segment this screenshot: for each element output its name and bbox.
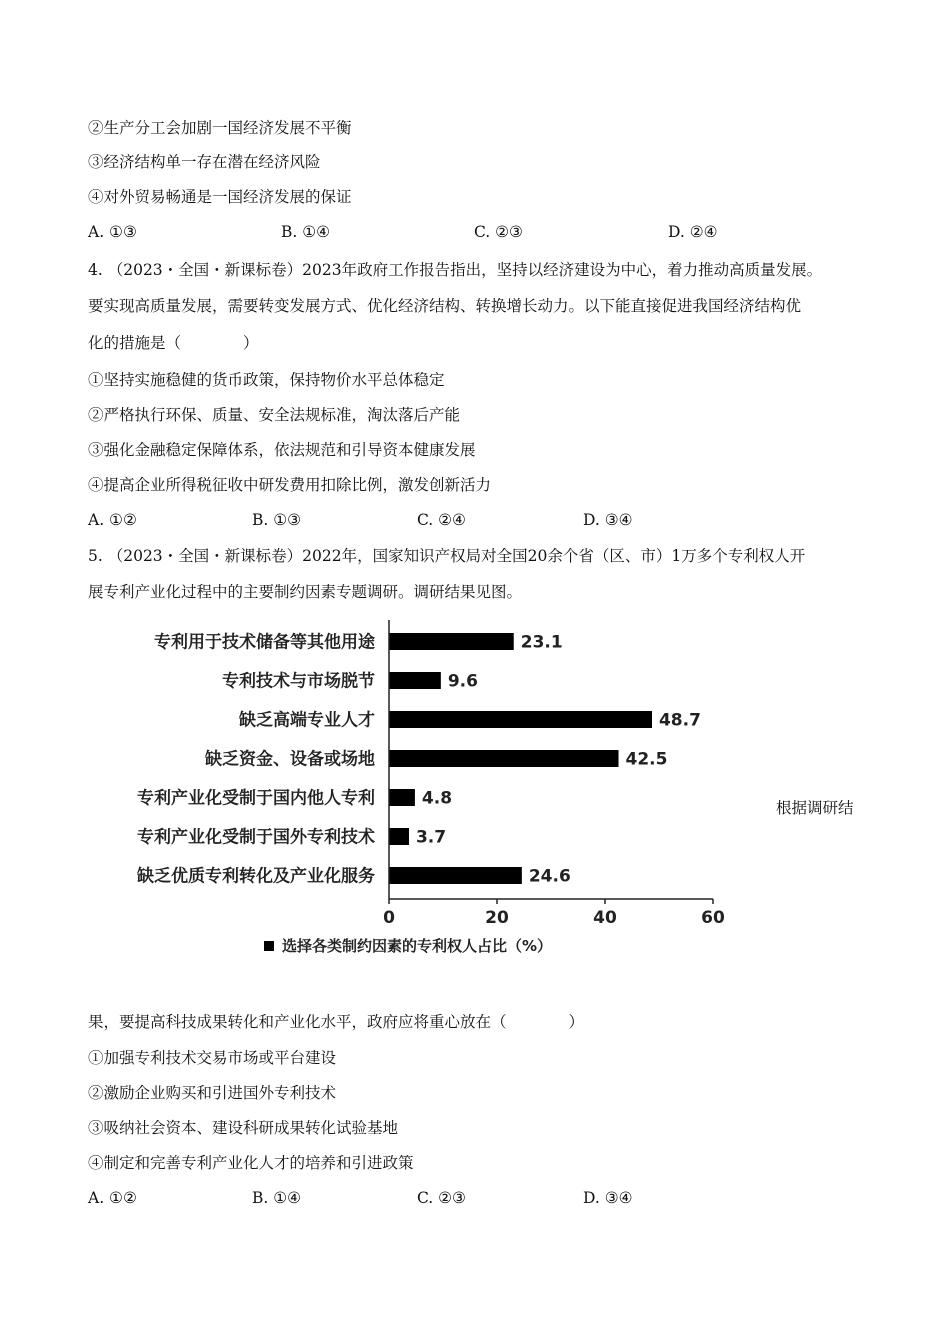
bar-value-label: 48.7 — [658, 710, 701, 731]
x-tick-label: 20 — [485, 908, 509, 928]
category-label: 专利产业化受制于国外专利技术 — [137, 827, 375, 848]
q3-option-d[interactable]: D. ②④ — [668, 223, 718, 241]
q3-option-b[interactable]: B. ①④ — [281, 223, 331, 241]
q3-item-3: ③经济结构单一存在潜在经济风险 — [88, 153, 321, 171]
q3-item-2: ②生产分工会加剧一国经济发展不平衡 — [88, 119, 352, 137]
q5-option-c[interactable]: C. ②③ — [417, 1189, 466, 1207]
chart-legend: 选择各类制约因素的专利权人占比（%） — [282, 937, 553, 955]
chart-x-ticks — [383, 899, 725, 928]
q5-item-1: ①加强专利技术交易市场或平台建设 — [88, 1049, 337, 1067]
bar — [389, 867, 522, 884]
category-label: 专利产业化受制于国内他人专利 — [137, 788, 375, 809]
q5-option-b[interactable]: B. ①④ — [252, 1189, 302, 1207]
q4-stem-line-1: 4. （2023・全国・新课标卷）2023年政府工作报告指出，坚持以经济建设为中心，着力推动高质量发展。 — [88, 261, 823, 279]
bar-value-label: 3.7 — [415, 827, 447, 848]
bar-value-label: 4.8 — [421, 788, 453, 809]
q3-item-4: ④对外贸易畅通是一国经济发展的保证 — [88, 188, 352, 206]
category-label: 专利用于技术储备等其他用途 — [154, 632, 375, 653]
q4-stem-line-2: 要实现高质量发展，需要转变发展方式、优化经济结构、转换增长动力。以下能直接促进我国经济结构优 — [88, 297, 802, 315]
bar-value-label: 24.6 — [528, 866, 571, 887]
q3-option-a[interactable]: A. ①③ — [88, 223, 137, 241]
category-label: 缺乏资金、设备或场地 — [205, 749, 375, 770]
q4-option-b[interactable]: B. ①③ — [252, 511, 302, 529]
bar-value-label: 42.5 — [625, 749, 668, 770]
bar — [389, 672, 441, 689]
bar-value-label: 9.6 — [447, 671, 478, 692]
chart-bars — [137, 632, 701, 887]
category-label: 缺乏优质专利转化及产业化服务 — [137, 866, 375, 887]
bar — [389, 711, 652, 728]
q4-item-4: ④提高企业所得税征收中研发费用扣除比例，激发创新活力 — [88, 476, 492, 494]
q4-stem-line-3: 化的措施是（ ） — [88, 334, 259, 352]
q5-item-4: ④制定和完善专利产业化人才的培养和引进政策 — [88, 1154, 414, 1172]
q5-bar-chart — [88, 612, 738, 962]
bar-value-label: 23.1 — [520, 632, 563, 653]
q4-item-2: ②严格执行环保、质量、安全法规标准，淘汰落后产能 — [88, 406, 461, 424]
q4-option-a[interactable]: A. ①② — [88, 511, 137, 529]
bar — [389, 789, 415, 806]
x-tick-label: 40 — [593, 908, 617, 928]
q5-option-d[interactable]: D. ③④ — [583, 1189, 633, 1207]
q4-item-3: ③强化金融稳定保障体系，依法规范和引导资本健康发展 — [88, 441, 476, 459]
q3-option-c[interactable]: C. ②③ — [474, 223, 523, 241]
q5-item-3: ③吸纳社会资本、建设科研成果转化试验基地 — [88, 1119, 399, 1137]
bar — [389, 633, 514, 650]
q5-stem-line-1: 5. （2023・全国・新课标卷）2022年，国家知识产权局对全国20余个省（区、市）1万多个专利权人开 — [88, 547, 806, 565]
bar — [389, 750, 619, 767]
q5-item-2: ②激励企业购买和引进国外专利技术 — [88, 1084, 337, 1102]
q4-option-d[interactable]: D. ③④ — [583, 511, 633, 529]
q4-item-1: ①坚持实施稳健的货币政策，保持物价水平总体稳定 — [88, 371, 445, 389]
category-label: 缺乏高端专业人才 — [239, 710, 375, 731]
x-tick-label: 0 — [383, 908, 395, 928]
x-tick-label: 60 — [701, 908, 725, 928]
q5-stem-line-2: 展专利产业化过程中的主要制约因素专题调研。调研结果见图。 — [88, 583, 523, 601]
bar — [389, 828, 409, 845]
category-label: 专利技术与市场脱节 — [222, 671, 375, 692]
q5-option-a[interactable]: A. ①② — [88, 1189, 137, 1207]
q5-after-text: 果，要提高科技成果转化和产业化水平，政府应将重心放在（ ） — [88, 1013, 585, 1031]
q4-option-c[interactable]: C. ②④ — [417, 511, 466, 529]
legend-swatch — [264, 941, 274, 951]
q5-side-text: 根据调研结 — [776, 799, 854, 817]
